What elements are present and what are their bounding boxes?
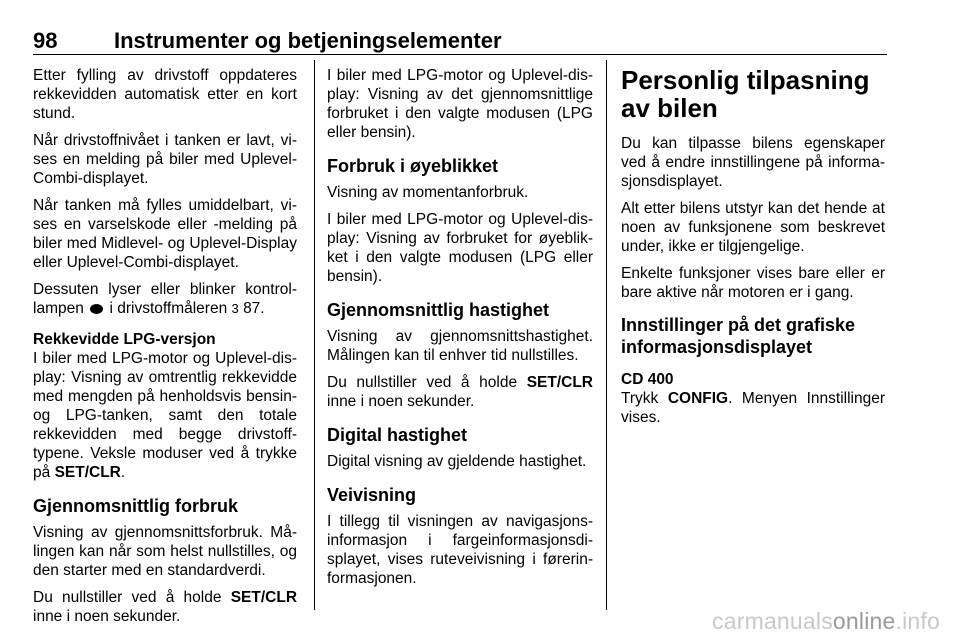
page-number: 98 <box>33 28 58 53</box>
text: Trykk <box>621 390 659 407</box>
section-title: Personlig tilpasning av bilen <box>621 65 870 123</box>
column-right <box>621 66 885 435</box>
text: inne i noen sekunder. <box>327 393 475 410</box>
text: . <box>120 464 126 481</box>
heading-average-consumption: Gjennomsnittlig forbruk <box>33 496 238 516</box>
page-header <box>33 28 887 55</box>
key-label: SET/CLR <box>526 374 593 391</box>
paragraph: Enkelte funksjoner vises bare eller er bare aktive når motoren er i gang. <box>621 265 885 301</box>
paragraph <box>621 389 885 427</box>
text: i drivstoffmåleren <box>109 300 228 317</box>
paragraph: Etter fylling av drivstoff oppdateres rekkevidden automatisk etter en kort stund. <box>33 67 297 122</box>
fuel-warning-lamp-icon <box>90 304 103 314</box>
text: Du nullstiller ved å holde <box>33 589 222 606</box>
text: Du nullstiller ved å holde <box>327 374 518 391</box>
heading-graphic-display-settings: Innstillinger på det grafiske informasjonsdisplayet <box>621 315 856 357</box>
paragraph: Visning av gjennomsnittsforbruk. Målingen kan når som helst nullstilles, og den starter med en standardverdi. <box>33 524 297 579</box>
page-reference[interactable]: 87. <box>243 300 265 317</box>
paragraph: Alt etter bilens utstyr kan det hende at noen av funksjonene som beskrevet under, ikke er tilgjengelige. <box>621 200 885 255</box>
watermark <box>712 608 940 635</box>
column-left <box>33 66 297 634</box>
paragraph: Visning av gjennomsnittshastighet. Målingen kan til enhver tid nullstilles. <box>327 328 593 364</box>
paragraph <box>33 280 297 318</box>
paragraph: Digital visning av gjeldende hastighet. <box>327 453 587 470</box>
heading-instant-consumption: Forbruk i øyeblikket <box>327 156 499 176</box>
paragraph <box>33 349 297 482</box>
chapter-title: Instrumenter og betjeningselementer <box>114 28 502 53</box>
column-middle <box>327 66 593 596</box>
text: I biler med LPG-motor og Uplevel-display: Visning av omtrentlig rekkevidde med mengden på henholdsvis bensin- og LPG-tanken, samt den totale rekkevidden med begge drivstofftypene. Veksle moduser ved å trykke på <box>33 350 297 481</box>
watermark-prefix: carmanuals <box>712 608 833 634</box>
heading-average-speed: Gjennomsnittlig hastighet <box>327 300 550 320</box>
key-label: SET/CLR <box>54 464 121 481</box>
column-divider <box>314 60 315 610</box>
text: inne i noen sekunder. <box>33 608 181 625</box>
paragraph: I biler med LPG-motor og Uplevel-display: Visning av forbruket for øyeblikket i den valgte modusen (LPG eller bensin). <box>327 211 593 285</box>
heading-digital-speed: Digital hastighet <box>327 425 468 445</box>
watermark-bold: online <box>832 608 896 634</box>
subheading-lpg-range: Rekkevidde LPG-versjon <box>33 331 216 348</box>
paragraph: Du kan tilpasse bilens egenskaper ved å endre innstillingene på informasjonsdisplayet. <box>621 135 885 190</box>
paragraph: Når tanken må fylles umiddelbart, vises en varselskode eller -melding på biler med Midlevel- og Uplevel-Display eller Uplevel-Combi-displayet. <box>33 197 297 271</box>
text: Dessuten lyser eller blinker kontrollampen <box>33 281 297 317</box>
page-reference-arrow-icon: 3 <box>231 301 239 316</box>
paragraph <box>327 373 593 411</box>
watermark-suffix: .info <box>895 608 940 634</box>
text: . Menyen Innstillinger vises. <box>621 390 885 426</box>
key-label: SET/CLR <box>230 589 298 606</box>
paragraph: Visning av momentanforbruk. <box>327 184 529 201</box>
subheading-cd400: CD 400 <box>621 371 674 388</box>
paragraph: Når drivstoffnivået i tanken er lavt, vises en melding på biler med Uplevel-Combi-displayet. <box>33 132 297 187</box>
paragraph: I tillegg til visningen av navigasjonsinformasjon i fargeinformasjonsdisplayet, vises ruteveivisning i førerinformasjonen. <box>327 513 593 587</box>
paragraph: I biler med LPG-motor og Uplevel-display: Visning av det gjennomsnittlige forbruket i den valgte modusen (LPG eller bensin). <box>327 67 593 141</box>
heading-route-guidance: Veivisning <box>327 485 417 505</box>
key-label: CONFIG <box>667 390 729 407</box>
paragraph <box>33 588 297 626</box>
column-divider <box>606 60 607 610</box>
